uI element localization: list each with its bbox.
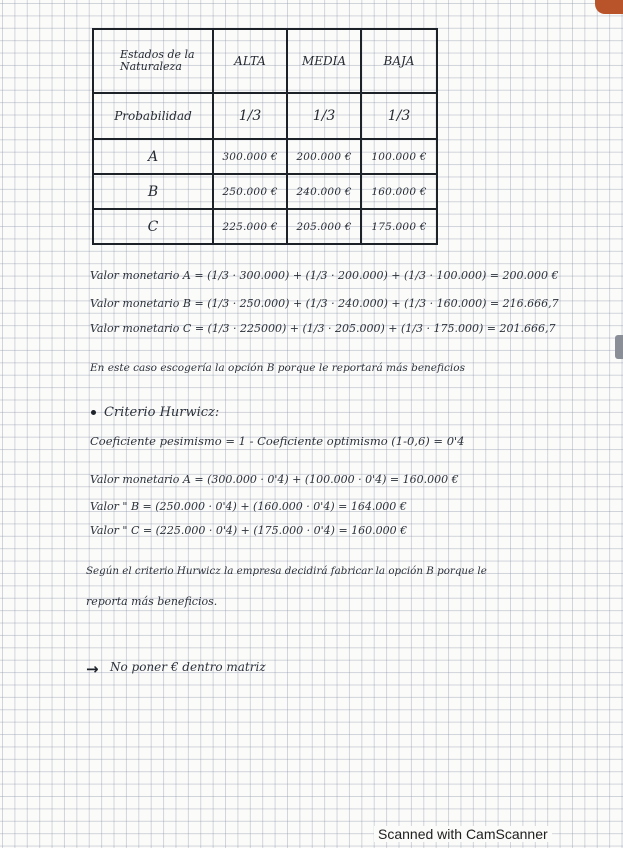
payoff-cell: 300.000 €	[213, 139, 287, 174]
scanner-watermark: Scanned with CamScanner	[374, 826, 552, 842]
payoff-cell: 175.000 €	[361, 209, 437, 244]
table-header-row	[93, 29, 437, 93]
probability-cell: 1/3	[287, 93, 361, 139]
note-text: No poner € dentro matriz	[110, 660, 266, 674]
column-baja: BAJA	[361, 29, 437, 93]
table-row	[93, 209, 437, 244]
probability-cell: 1/3	[213, 93, 287, 139]
hurwicz-value-a: Valor monetario A = (300.000 · 0'4) + (100.000 · 0'4) = 160.000 €	[90, 473, 459, 486]
payoff-cell: 160.000 €	[361, 174, 437, 209]
column-alta: ALTA	[213, 29, 287, 93]
payoff-cell: 250.000 €	[213, 174, 287, 209]
hurwicz-conclusion-line-2: reporta más beneficios.	[86, 595, 218, 608]
states-of-nature-header: Estados de la Naturaleza	[93, 29, 213, 93]
arrow-right-icon: →	[86, 660, 99, 678]
hurwicz-value-c: Valor " C = (225.000 · 0'4) + (175.000 · 0'4) = 160.000 €	[90, 524, 408, 537]
probability-cell: 1/3	[361, 93, 437, 139]
table-row	[93, 174, 437, 209]
expected-value-c: Valor monetario C = (1/3 · 225000) + (1/3 · 205.000) + (1/3 · 175.000) = 201.666,7	[90, 322, 556, 335]
alternative-label: B	[93, 174, 213, 209]
hurwicz-conclusion-line-1: Según el criterio Hurwicz la empresa decidirá fabricar la opción B porque le	[86, 565, 487, 577]
probability-row	[93, 93, 437, 139]
payoff-cell: 225.000 €	[213, 209, 287, 244]
payoff-cell: 100.000 €	[361, 139, 437, 174]
hurwicz-value-b: Valor " B = (250.000 · 0'4) + (160.000 · 0'4) = 164.000 €	[90, 500, 407, 513]
payoff-cell: 240.000 €	[287, 174, 361, 209]
page-edge-mark	[615, 335, 623, 359]
bullet-icon	[91, 410, 96, 415]
column-media: MEDIA	[287, 29, 361, 93]
hurwicz-coefficient: Coeficiente pesimismo = 1 - Coeficiente optimismo (1-0,6) = 0'4	[90, 434, 465, 448]
probability-label: Probabilidad	[93, 93, 213, 139]
hurwicz-title: Criterio Hurwicz:	[104, 405, 220, 420]
page-corner-tab	[595, 0, 623, 14]
laplace-conclusion: En este caso escogería la opción B porque le reportará más beneficios	[90, 362, 465, 374]
alternative-label: A	[93, 139, 213, 174]
payoff-cell: 200.000 €	[287, 139, 361, 174]
table-row	[93, 139, 437, 174]
expected-value-a: Valor monetario A = (1/3 · 300.000) + (1/3 · 200.000) + (1/3 · 100.000) = 200.000 €	[90, 269, 559, 282]
payoff-cell: 205.000 €	[287, 209, 361, 244]
decision-matrix-table	[92, 28, 438, 245]
expected-value-b: Valor monetario B = (1/3 · 250.000) + (1/3 · 240.000) + (1/3 · 160.000) = 216.666,7	[90, 297, 559, 310]
alternative-label: C	[93, 209, 213, 244]
